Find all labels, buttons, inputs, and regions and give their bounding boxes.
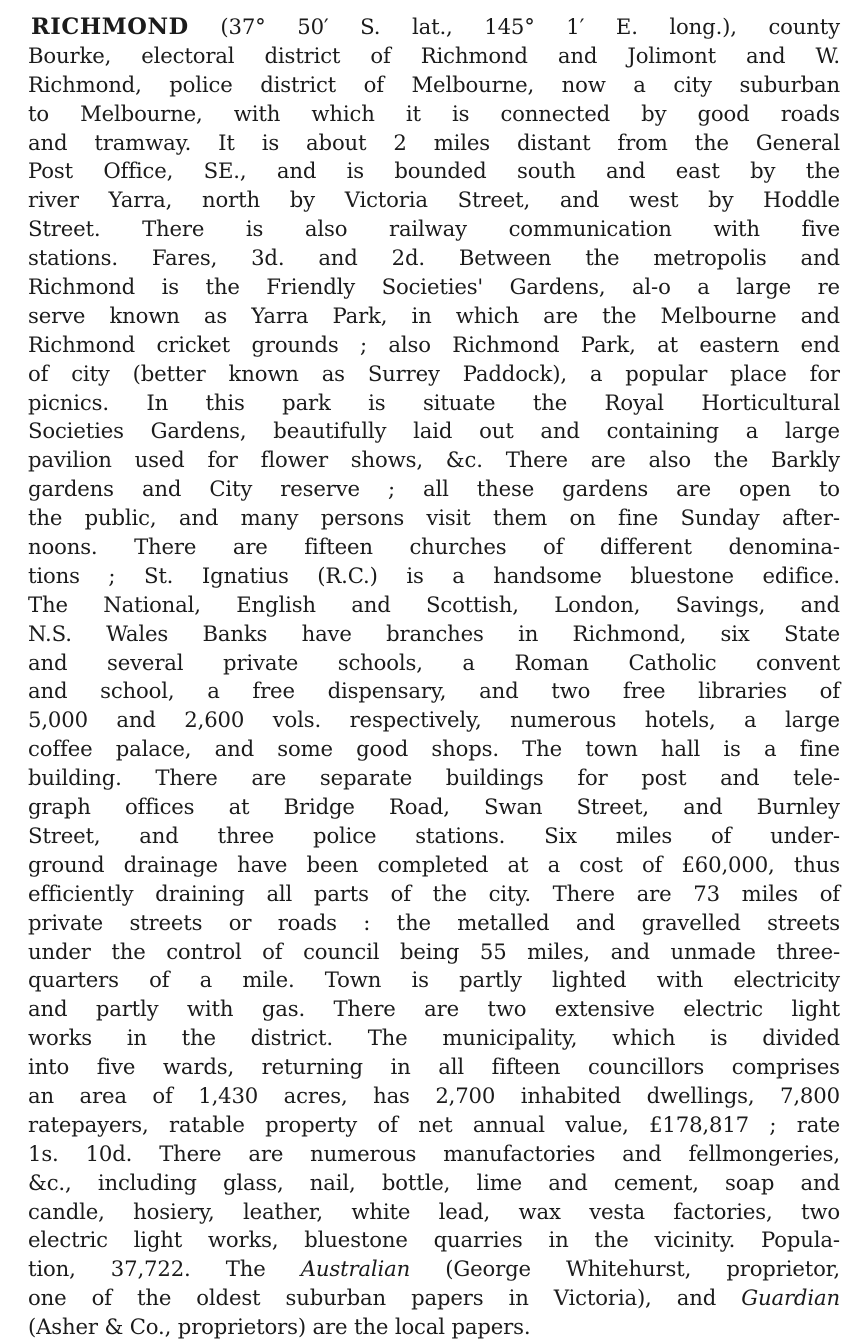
- text-line: 5,000 and 2,600 vols. respectively, numerous hotels, a large: [28, 707, 840, 733]
- text-line: private streets or roads : the metalled and gravelled streets: [28, 909, 840, 935]
- text-line: The National, English and Scottish, London, Savings, and: [28, 591, 840, 617]
- text-line: Richmond is the Friendly Societies' Gardens, al-o a large re: [28, 274, 840, 300]
- text-line: works in the district. The municipality, which is divided: [28, 1025, 840, 1051]
- text-line: electric light works, bluestone quarries in the vicinity. Popula-: [28, 1227, 840, 1253]
- text-line: river Yarra, north by Victoria Street, and west by Hoddle: [28, 187, 840, 213]
- text-line: picnics. In this park is situate the Royal Horticultural: [28, 389, 840, 415]
- text-line: into five wards, returning in all fifteen councillors comprises: [28, 1054, 840, 1080]
- text-line: quarters of a mile. Town is partly lighted with electricity: [28, 967, 840, 993]
- text-line: tions ; St. Ignatius (R.C.) is a handsome bluestone edifice.: [28, 562, 840, 588]
- text-line: building. There are separate buildings for post and tele-: [28, 765, 840, 791]
- text-line: and school, a free dispensary, and two free libraries of: [28, 678, 840, 704]
- text-line: under the control of council being 55 miles, and unmade three-: [28, 938, 840, 964]
- text-line: tion, 37,722. The Australian (George Whitehurst, proprietor,: [28, 1256, 840, 1282]
- text-line: to Melbourne, with which it is connected by good roads: [28, 100, 840, 126]
- text-line: and several private schools, a Roman Catholic convent: [28, 649, 840, 675]
- text-line: coffee palace, and some good shops. The town hall is a fine: [28, 736, 840, 762]
- text-line: N.S. Wales Banks have branches in Richmond, six State: [28, 620, 840, 646]
- text-line: Societies Gardens, beautifully laid out and containing a large: [28, 418, 840, 444]
- text-line: Street, and three police stations. Six miles of under-: [28, 822, 840, 848]
- text-line: Richmond cricket grounds ; also Richmond Park, at eastern end: [28, 331, 840, 357]
- text-line: and tramway. It is about 2 miles distant from the General: [28, 129, 840, 155]
- text-line: candle, hosiery, leather, white lead, wax vesta factories, two: [28, 1198, 840, 1224]
- text-line: Street. There is also railway communication with five: [28, 216, 840, 242]
- text-line: noons. There are fifteen churches of different denomina-: [28, 534, 840, 560]
- text-line: gardens and City reserve ; all these gardens are open to: [28, 476, 840, 502]
- text-line: ratepayers, ratable property of net annual value, £178,817 ; rate: [28, 1111, 840, 1137]
- text-line: the public, and many persons visit them on fine Sunday after-: [28, 505, 840, 531]
- text-line: one of the oldest suburban papers in Victoria), and Guardian: [28, 1285, 840, 1311]
- text-line: Post Office, SE., and is bounded south and east by the: [28, 158, 840, 184]
- text-line: of city (better known as Surrey Paddock), a popular place for: [28, 360, 840, 386]
- text-line: an area of 1,430 acres, has 2,700 inhabited dwellings, 7,800: [28, 1082, 840, 1108]
- text-line: 1s. 10d. There are numerous manufactories and fellmongeries,: [28, 1140, 840, 1166]
- text-line: pavilion used for flower shows, &c. There are also the Barkly: [28, 447, 840, 473]
- text-segment: (Asher & Co., proprietors) are the local papers.: [28, 1314, 531, 1340]
- text-line: stations. Fares, 3d. and 2d. Between the metropolis and: [28, 245, 840, 271]
- text-line: Bourke, electoral district of Richmond and Jolimont and W.: [28, 42, 840, 68]
- text-line: Richmond, police district of Melbourne, now a city suburban: [28, 71, 840, 97]
- text-line: graph offices at Bridge Road, Swan Street, and Burnley: [28, 794, 840, 820]
- text-line: ground drainage have been completed at a cost of £60,000, thus: [28, 851, 840, 877]
- text-line: efficiently draining all parts of the city. There are 73 miles of: [28, 880, 840, 906]
- text-line: and partly with gas. There are two extensive electric light: [28, 996, 840, 1022]
- gazetteer-entry-richmond: [28, 13, 840, 1342]
- text-line: serve known as Yarra Park, in which are the Melbourne and: [28, 302, 840, 328]
- text-line: &c., including glass, nail, bottle, lime and cement, soap and: [28, 1169, 840, 1195]
- text-line: RICHMOND (37° 50′ S. lat., 145° 1′ E. long.), county: [31, 14, 840, 40]
- text-line: [28, 1313, 840, 1342]
